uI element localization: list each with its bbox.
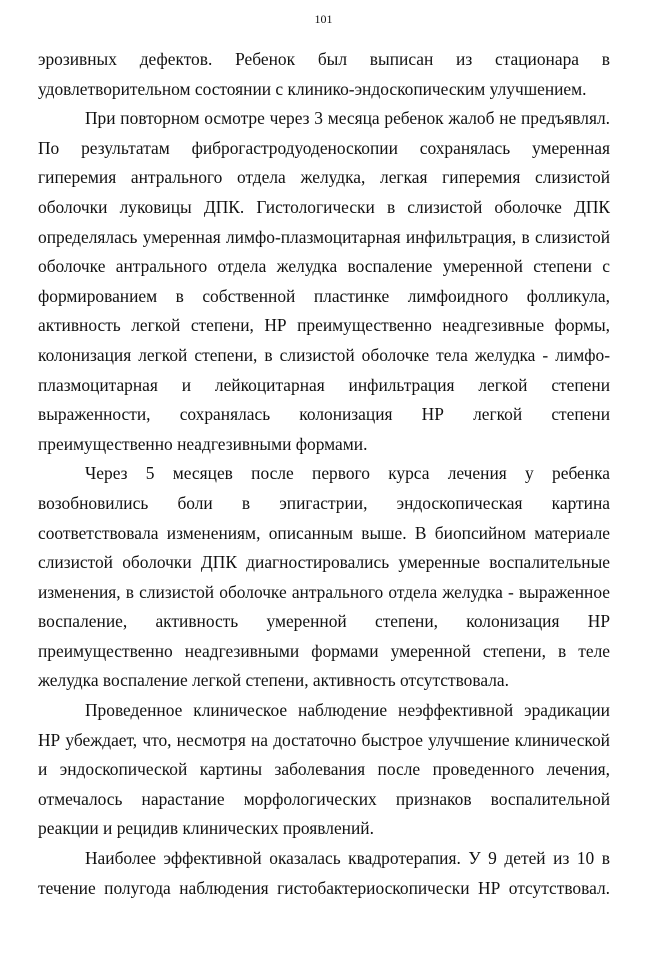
document-body: [38, 45, 610, 903]
paragraph-follow-up-exam: При повторном осмотре через 3 месяца ребенок жалоб не предъявлял. По результатам фиброгастродуоденоскопии сохранялась умеренная гиперемия антрального отдела желудка, легкая гиперемия слизистой оболочки луковицы ДПК. Гистологически в слизистой оболочке ДПК определялась умеренная лимфо-плазмоцитарная инфильтрация, в слизистой оболочке антрального отдела желудка воспаление умеренной степени с формированием в собственной пластинке лимфоидного фолликула, активность легкой степени, НР преимущественно неадгезивные формы, колонизация легкой степени, в слизистой оболочке тела желудка - лимфо-плазмоцитарная и лейкоцитарная инфильтрация легкой степени выраженности, сохранялась колонизация НР легкой степени преимущественно неадгезивными формами.: [38, 108, 610, 454]
paragraph-relapse: Через 5 месяцев после первого курса лечения у ребенка возобновились боли в эпигастрии, эндоскопическая картина соответствовала изменениям, описанным выше. В биопсийном материале слизистой оболочки ДПК диагностировались умеренные воспалительные изменения, в слизистой оболочке антрального отдела желудка - выраженное воспаление, активность умеренной степени, колонизация НР преимущественно неадгезивными формами умеренной степени, в теле желудка воспаление легкой степени, активность отсутствовала.: [38, 463, 610, 691]
paragraph-continuation: эрозивных дефектов. Ребенок был выписан из стационара в удовлетворительном состоянии с клинико-эндоскопическим улучшением.: [38, 49, 610, 99]
paragraph-conclusion: Проведенное клиническое наблюдение неэффективной эрадикации НР убеждает, что, несмотря на достаточно быстрое улучшение клинической и эндоскопической картины заболевания после проведенного лечения, отмечалось нарастание морфологических признаков воспалительной реакции и рецидив клинических проявлений.: [38, 700, 610, 839]
page-number: 101: [314, 12, 333, 26]
paragraph-quadrotherapy: Наиболее эффективной оказалась квадротерапия. У 9 детей из 10 в течение полугода наблюдения гистобактериоскопически НР отсутствовал.: [38, 848, 610, 898]
